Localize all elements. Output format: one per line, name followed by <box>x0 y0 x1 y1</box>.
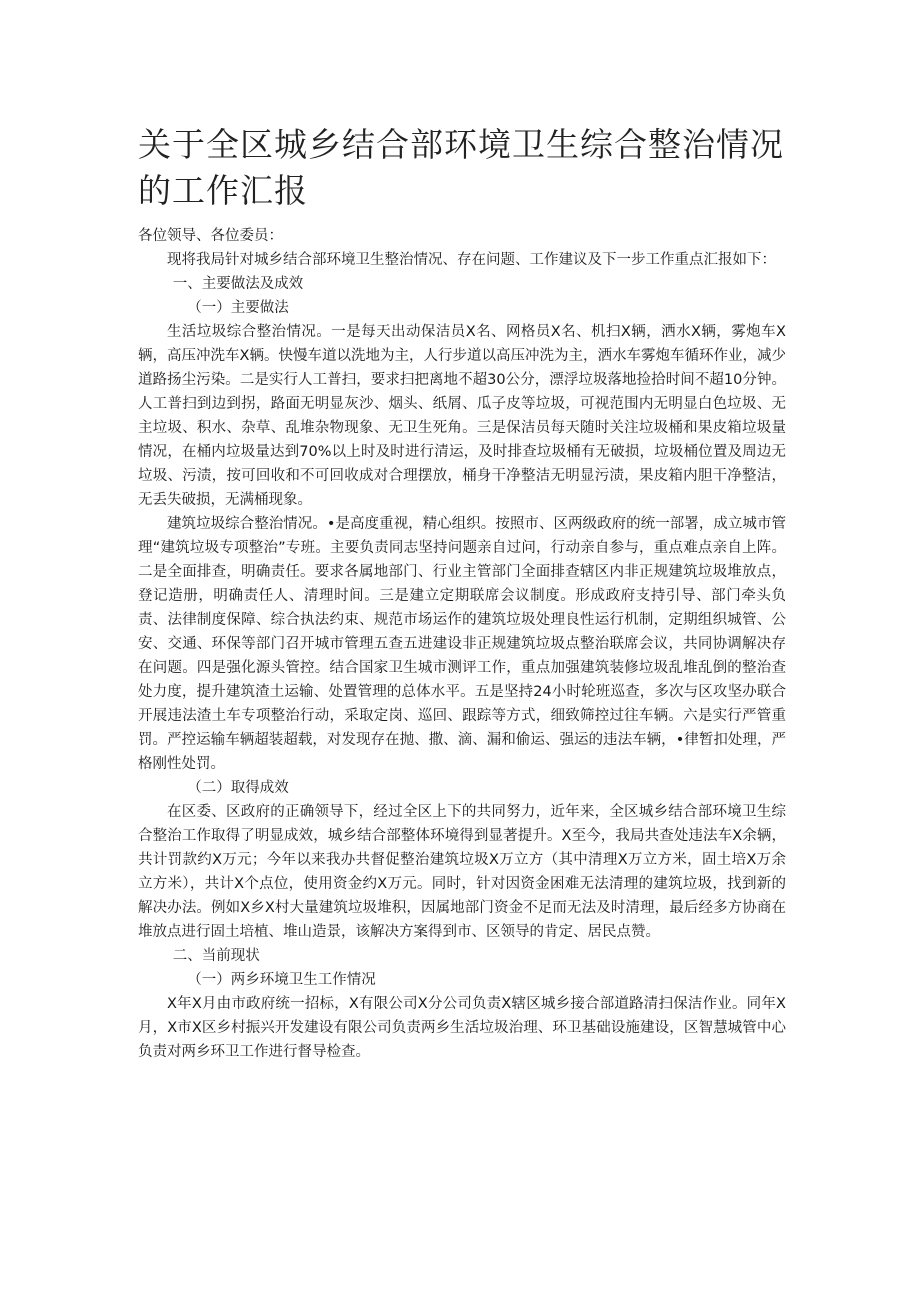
section1-sub1-heading: （一）主要做法 <box>187 300 289 316</box>
document-title: 关于全区城乡结合部环境卫生综合整治情况的工作汇报 <box>138 125 784 210</box>
document-page <box>138 122 786 1064</box>
intro-paragraph: 现将我局针对城乡结合部环境卫生整治情况、存在问题、工作建议及下一步工作重点汇报如下： <box>167 252 776 268</box>
section1-sub2-heading: （二）取得成效 <box>187 780 289 796</box>
greeting: 各位领导、各位委员： <box>138 228 283 244</box>
section2-heading: 二、当前现状 <box>172 948 260 964</box>
section1-sub1-para2: 建筑垃圾综合整治情况。•是高度重视，精心组织。按照市、区两级政府的统一部署，成立城市管理“建筑垃圾专项整治”专班。主要负责同志坚持问题亲自过问，行动亲自参与，重点难点亲自上阵。二是全面排查，明确责任。要求各属地部门、行业主管部门全面排查辖区内非正规建筑垃圾堆放点，登记造册，明确责任人、清理时间。三是建立定期联席会议制度。形成政府支持引导、部门牵头负责、法律制度保障、综合执法约束、规范市场运作的建筑垃圾处理良性运行机制，定期组织城管、公安、交通、环保等部门召开城市管理五查五进建设非正规建筑垃圾点整治联席会议，共同协调解决存在问题。四是强化源头管控。结合国家卫生城市测评工作，重点加强建筑装修垃圾乱堆乱倒的整治查处力度，提升建筑渣土运输、处置管理的总体水平。五是坚持24小时轮班巡查，多次与区攻坚办联合开展违法渣土车专项整治行动，采取定岗、巡回、跟踪等方式，细致筛控过往车辆。六是实行严管重罚。严控运输车辆超装超载，对发现存在抛、撒、滴、漏和偷运、强运的违法车辆，•律暂扣处理，严格刚性处罚。 <box>138 516 786 772</box>
section2-sub1-para1: X年X月由市政府统一招标，X有限公司X分公司负责X辖区城乡接合部道路清扫保洁作业。同年X月，X市X区乡村振兴开发建设有限公司负责两乡生活垃圾治理、环卫基础设施建设，区智慧城管中心负责对两乡环卫工作进行督导检查。 <box>138 996 786 1060</box>
section2-sub1-heading: （一）两乡环境卫生工作情况 <box>187 972 376 988</box>
section1-sub2-para1: 在区委、区政府的正确领导下，经过全区上下的共同努力，近年来，全区城乡结合部环境卫生综合整治工作取得了明显成效，城乡结合部整体环境得到显著提升。X至今，我局共查处违法车X余辆，共计罚款约X万元；今年以来我办共督促整治建筑垃圾X万立方（其中清理X万立方米，固土培X万余立方米），共计X个点位，使用资金约X万元。同时，针对因资金困难无法清理的建筑垃圾，找到新的解决办法。例如X乡X村大量建筑垃圾堆积，因属地部门资金不足而无法及时清理，最后经多方协商在堆放点进行固土培植、堆山造景，该解决方案得到市、区领导的肯定、居民点赞。 <box>138 804 786 940</box>
section1-sub1-para1: 生活垃圾综合整治情况。一是每天出动保洁员X名、网格员X名、机扫X辆，洒水X辆，雾炮车X辆，高压冲洗车X辆。快慢车道以洗地为主，人行步道以高压冲洗为主，洒水车雾炮车循环作业，减少道路扬尘污染。二是实行人工普扫，要求扫把离地不超30公分，漂浮垃圾落地捡拾时间不超10分钟。人工普扫到边到拐，路面无明显灰沙、烟头、纸屑、瓜子皮等垃圾，可视范围内无明显白色垃圾、无主垃圾、积水、杂草、乱堆杂物现象、无卫生死角。三是保洁员每天随时关注垃圾桶和果皮箱垃圾量情况，在桶内垃圾量达到70%以上时及时进行清运，及时排查垃圾桶有无破损，垃圾桶位置及周边无垃圾、污渍，按可回收和不可回收成对合理摆放，桶身干净整洁无明显污渍，果皮箱内胆干净整洁，无丢失破损，无满桶现象。 <box>138 324 786 508</box>
section1-heading: 一、主要做法及成效 <box>172 276 304 292</box>
